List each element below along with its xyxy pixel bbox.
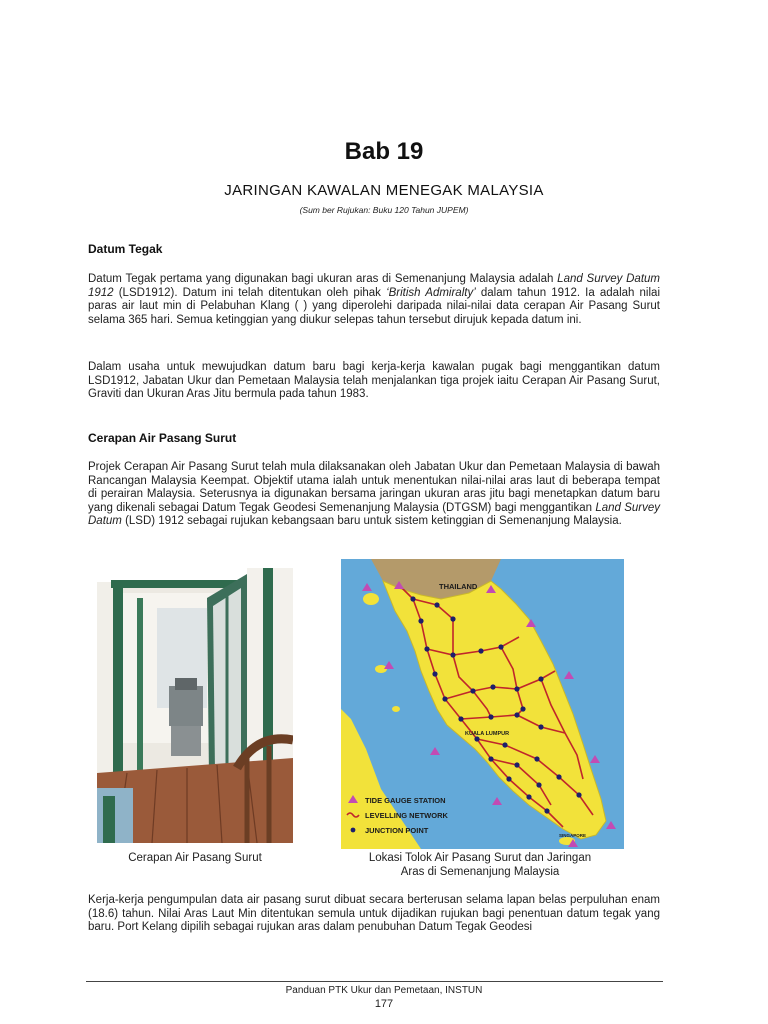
map-caption-line-1: Lokasi Tolok Air Pasang Surut dan Jaringan: [368, 852, 592, 864]
source-note: (Sum ber Rujukan: Buku 120 Tahun JUPEM): [299, 205, 469, 215]
text-run: (LSD1912). Datum ini telah ditentukan oleh pihak: [113, 286, 387, 299]
map-label-singapore: SINGAPORE: [559, 833, 587, 838]
paragraph-datum-tegak-2: Dalam usaha untuk mewujudkan datum baru bagi kerja-kerja kawalan pugak bagi menggantikan datum LSD1912, Jabatan Ukur dan Pemetaan Malaysia telah menjalankan tiga projek iaitu Cerapan Air Pasang Surut, Graviti dan Ukuran Aras Jitu bermula pada tahun 1983.: [88, 361, 660, 400]
legend-junction-icon: [351, 828, 356, 833]
footer-divider: [86, 981, 663, 982]
italic-text-run: ‘British Admiralty’: [386, 286, 476, 299]
paragraph-cerapan-1: [88, 461, 660, 529]
map-label-kuala-lumpur: KUALA LUMPUR: [465, 731, 510, 737]
map-caption-line-2: Aras di Semenanjung Malaysia: [400, 866, 560, 878]
section-heading-cerapan: Cerapan Air Pasang Surut: [88, 431, 237, 445]
chapter-heading: Bab 19: [344, 138, 424, 165]
section-heading-datum-tegak: Datum Tegak: [88, 242, 163, 256]
legend-tide-label: TIDE GAUGE STATION: [365, 796, 446, 805]
page-number: 177: [374, 998, 394, 1010]
photo-caption: Cerapan Air Pasang Surut: [128, 852, 262, 864]
map-caption: [330, 851, 630, 879]
map-label-thailand: THAILAND: [439, 582, 478, 591]
tide-gauge-photo-image: [97, 568, 293, 843]
text-run: (LSD) 1912 sebagai rujukan kebangsaan baru untuk sistem ketinggian di Semenanjung Malaysia.: [121, 515, 622, 527]
text-run: Datum Tegak pertama yang digunakan bagi ukuran aras di Semenanjung Malaysia adalah: [88, 273, 558, 285]
footer-text: Panduan PTK Ukur dan Pemetaan, INSTUN: [285, 985, 483, 996]
tide-gauge-map: [341, 559, 624, 849]
text-run: dalam tahun 1912. Ia adalah nilai paras air laut min di Pelabuhan Klang ( ) yang diperolehi daripada nilai-nilai data cerapan Air Pasang Surut selama 365 hari. Semua ketinggian yang diukur selepas tahun tersebut dirujuk kepada datum ini.: [88, 286, 660, 326]
chapter-title: JARINGAN KAWALAN MENEGAK MALAYSIA: [224, 182, 544, 199]
text-run: Projek Cerapan Air Pasang Surut telah mula dilaksanakan oleh Jabatan Ukur dan Pemetaan Malaysia di bawah Rancangan Malaysia Keempat. Objektif utama ialah untuk menentukan nilai-nilai aras laut di beberapa tempat di perairan Malaysia. Seterusnya ia digunakan bersama jaringan ukuran aras jitu bagi menetapkan datum baru yang dikenali sebagai Datum Tegak Geodesi Semenanjung Malaysia (DTGSM) bagi menggantikan: [88, 461, 660, 514]
tide-gauge-photo: [97, 568, 293, 843]
paragraph-closing: Kerja-kerja pengumpulan data air pasang surut dibuat secara berterusan selama lapan belas perpuluhan enam (18.6) tahun. Nilai Aras Laut Min ditentukan semula untuk dijadikan rujukan bagi penentuan datum tegak yang baru. Port Kelang dipilih sebagai rujukan aras dalam penubuhan Datum Tegak Geodesi: [88, 894, 660, 933]
legend-levelling-label: LEVELLING NETWORK: [365, 811, 448, 820]
peninsular-malaysia-map: [341, 559, 624, 849]
legend-junction-label: JUNCTION POINT: [365, 826, 429, 835]
paragraph-datum-tegak-1: [88, 273, 660, 327]
italic-text-run: Land Survey Datum 1912: [88, 273, 661, 299]
italic-text-run: Land Survey Datum: [88, 501, 660, 527]
